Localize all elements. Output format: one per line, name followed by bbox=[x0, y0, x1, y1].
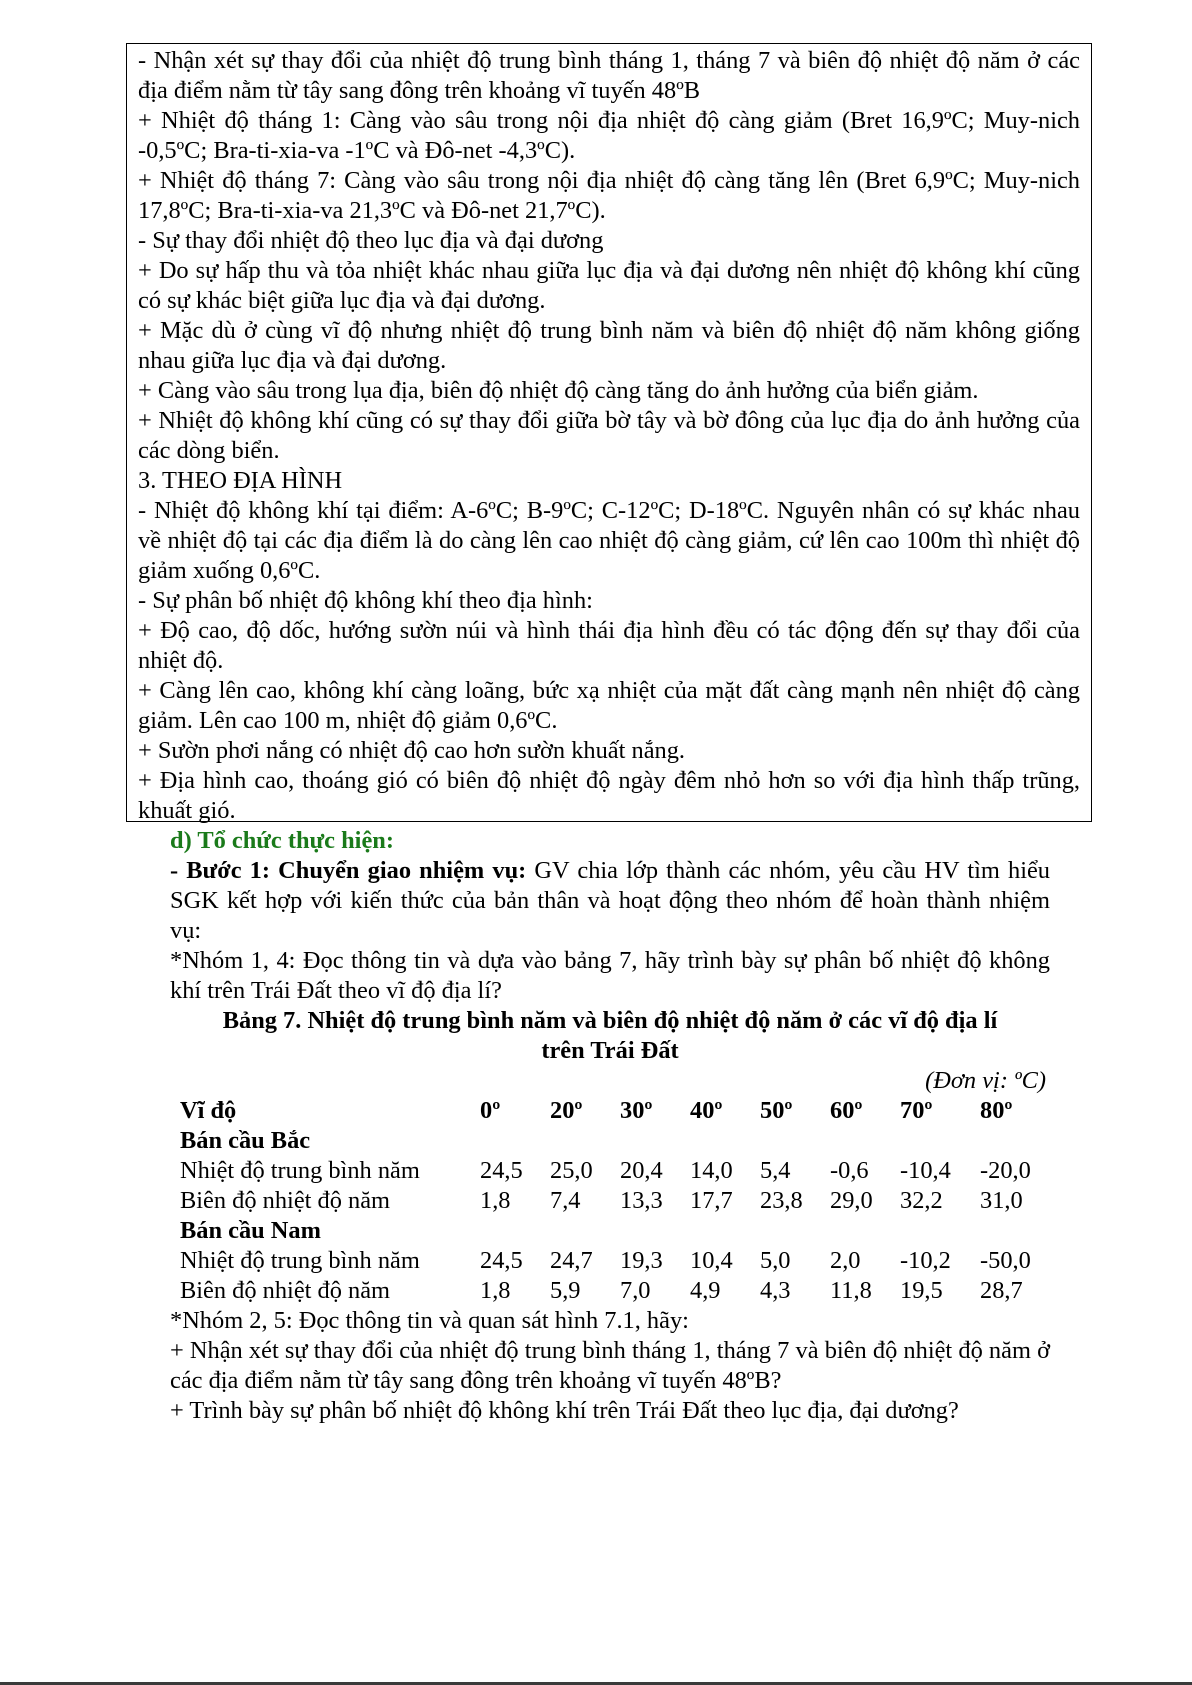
table-row bbox=[180, 1276, 1050, 1306]
value-cell: 4,3 bbox=[760, 1277, 791, 1304]
box-line: - Sự phân bố nhiệt độ không khí theo địa hình: bbox=[138, 587, 593, 614]
value-cell: 1,8 bbox=[480, 1187, 511, 1214]
value-cell: 23,8 bbox=[760, 1187, 803, 1214]
value-cell: 5,4 bbox=[760, 1157, 791, 1184]
north-title: Bán cầu Bắc bbox=[180, 1127, 311, 1154]
value-cell: -50,0 bbox=[980, 1247, 1031, 1274]
header-label: Vĩ độ bbox=[180, 1097, 237, 1124]
table-unit: (Đơn vị: ºC) bbox=[925, 1067, 1046, 1094]
value-cell: 10,4 bbox=[690, 1247, 733, 1274]
box-line: + Nhiệt độ tháng 7: Càng vào sâu trong nội địa nhiệt độ càng tăng lên (Bret 6,9ºC; Muy-nich 17,8ºC; Bra-ti-xia-va 21,3ºC và Đô-net 21,7ºC). bbox=[138, 167, 1080, 224]
south-title: Bán cầu Nam bbox=[180, 1217, 321, 1244]
lat-cell: 0º bbox=[480, 1097, 501, 1124]
lat-cell: 30º bbox=[620, 1097, 653, 1124]
value-cell: 5,9 bbox=[550, 1277, 581, 1304]
box-line: + Sườn phơi nắng có nhiệt độ cao hơn sườn khuất nắng. bbox=[138, 737, 686, 764]
box-line: - Nhiệt độ không khí tại điểm: A-6ºC; B-9ºC; C-12ºC; D-18ºC. Nguyên nhân có sự khác nhau về nhiệt độ tại các địa điểm là do càng lên cao nhiệt độ càng giảm, cứ lên cao 100m thì nhiệt độ giảm xuống 0,6ºC. bbox=[138, 497, 1080, 584]
group-2-5-task: *Nhóm 2, 5: Đọc thông tin và quan sát hình 7.1, hãy: bbox=[170, 1307, 689, 1334]
box-line: + Nhiệt độ không khí cũng có sự thay đổi giữa bờ tây và bờ đông của lục địa do ảnh hưởng của các dòng biển. bbox=[138, 407, 1080, 464]
lat-cell: 70º bbox=[900, 1097, 933, 1124]
value-cell: 4,9 bbox=[690, 1277, 721, 1304]
lat-cell: 40º bbox=[690, 1097, 723, 1124]
value-cell: 24,5 bbox=[480, 1157, 523, 1184]
table-caption-line1: Bảng 7. Nhiệt độ trung bình năm và biên độ nhiệt độ năm ở các vĩ độ địa lí bbox=[222, 1007, 998, 1034]
hemisphere-row bbox=[180, 1216, 1050, 1246]
box-line: + Nhiệt độ tháng 1: Càng vào sâu trong nội địa nhiệt độ càng giảm (Bret 16,9ºC; Muy-nich -0,5ºC; Bra-ti-xia-va -1ºC và Đô-net -4,3ºC). bbox=[138, 107, 1080, 164]
value-cell: -10,2 bbox=[900, 1247, 951, 1274]
value-cell: 31,0 bbox=[980, 1187, 1023, 1214]
value-cell: -10,4 bbox=[900, 1157, 951, 1184]
value-cell: 19,5 bbox=[900, 1277, 943, 1304]
lat-cell: 50º bbox=[760, 1097, 793, 1124]
table-row bbox=[180, 1156, 1050, 1186]
lat-cell: 20º bbox=[550, 1097, 583, 1124]
box-line: + Càng vào sâu trong lụa địa, biên độ nhiệt độ càng tăng do ảnh hưởng của biển giảm. bbox=[138, 377, 979, 404]
value-cell: 24,7 bbox=[550, 1247, 593, 1274]
latitude-temperature-table bbox=[180, 1096, 1050, 1306]
value-cell: 2,0 bbox=[830, 1247, 861, 1274]
answer-box bbox=[126, 43, 1092, 822]
lat-cell: 60º bbox=[830, 1097, 863, 1124]
group-1-4-task: *Nhóm 1, 4: Đọc thông tin và dựa vào bảng 7, hãy trình bày sự phân bố nhiệt độ không khí trên Trái Đất theo vĩ độ địa lí? bbox=[170, 947, 1050, 1004]
main-body bbox=[170, 826, 1050, 1426]
value-cell: 19,3 bbox=[620, 1247, 663, 1274]
value-cell: 7,0 bbox=[620, 1277, 651, 1304]
value-cell: 5,0 bbox=[760, 1247, 791, 1274]
lat-cell: 80º bbox=[980, 1097, 1013, 1124]
row-label: Nhiệt độ trung bình năm bbox=[180, 1247, 420, 1274]
row-label: Biên độ nhiệt độ năm bbox=[180, 1187, 390, 1214]
row-label: Nhiệt độ trung bình năm bbox=[180, 1157, 420, 1184]
row-label: Biên độ nhiệt độ năm bbox=[180, 1277, 390, 1304]
step1-text: GV chia lớp thành các nhóm, yêu cầu HV tìm hiểu SGK kết hợp với kiến thức của bản thân và hoạt động theo nhóm để hoàn thành nhiệm vụ: bbox=[170, 857, 1050, 944]
box-line: + Do sự hấp thu và tỏa nhiệt khác nhau giữa lục địa và đại dương nên nhiệt độ không khí cũng có sự khác biệt giữa lục địa và đại dương. bbox=[138, 257, 1080, 314]
table-caption-line2: trên Trái Đất bbox=[541, 1037, 679, 1064]
table-row bbox=[180, 1246, 1050, 1276]
value-cell: 17,7 bbox=[690, 1187, 733, 1214]
value-cell: 28,7 bbox=[980, 1277, 1023, 1304]
section-heading: d) Tổ chức thực hiện: bbox=[170, 827, 394, 854]
value-cell: 32,2 bbox=[900, 1187, 943, 1214]
box-line: - Sự thay đổi nhiệt độ theo lục địa và đại dương bbox=[138, 227, 604, 254]
value-cell: 29,0 bbox=[830, 1187, 873, 1214]
box-line: + Địa hình cao, thoáng gió có biên độ nhiệt độ ngày đêm nhỏ hơn so với địa hình thấp trũng, khuất gió. bbox=[138, 767, 1080, 824]
value-cell: 25,0 bbox=[550, 1157, 593, 1184]
task-line: + Trình bày sự phân bố nhiệt độ không khí trên Trái Đất theo lục địa, đại dương? bbox=[170, 1397, 959, 1424]
box-line: + Mặc dù ở cùng vĩ độ nhưng nhiệt độ trung bình năm và biên độ nhiệt độ năm không giống nhau giữa lục địa và đại dương. bbox=[138, 317, 1080, 374]
box-line: - Nhận xét sự thay đổi của nhiệt độ trung bình tháng 1, tháng 7 và biên độ nhiệt độ năm ở các địa điểm nằm từ tây sang đông trên khoảng vĩ tuyến 48ºB bbox=[138, 47, 1080, 104]
table-header-row bbox=[180, 1096, 1050, 1126]
hemisphere-row bbox=[180, 1126, 1050, 1156]
box-heading: 3. THEO ĐỊA HÌNH bbox=[138, 467, 343, 494]
value-cell: 20,4 bbox=[620, 1157, 663, 1184]
value-cell: 13,3 bbox=[620, 1187, 663, 1214]
table-row bbox=[180, 1186, 1050, 1216]
box-line: + Độ cao, độ dốc, hướng sườn núi và hình thái địa hình đều có tác động đến sự thay đổi của nhiệt độ. bbox=[138, 617, 1080, 674]
value-cell: 24,5 bbox=[480, 1247, 523, 1274]
value-cell: 7,4 bbox=[550, 1187, 581, 1214]
value-cell: 1,8 bbox=[480, 1277, 511, 1304]
value-cell: 11,8 bbox=[830, 1277, 872, 1304]
step1-label: - Bước 1: Chuyển giao nhiệm vụ: bbox=[170, 857, 527, 884]
step1-paragraph bbox=[170, 856, 1050, 946]
value-cell: 14,0 bbox=[690, 1157, 733, 1184]
value-cell: -20,0 bbox=[980, 1157, 1031, 1184]
task-line: + Nhận xét sự thay đổi của nhiệt độ trung bình tháng 1, tháng 7 và biên độ nhiệt độ năm ở các địa điểm nằm từ tây sang đông trên khoảng vĩ tuyến 48ºB? bbox=[170, 1337, 1050, 1394]
value-cell: -0,6 bbox=[830, 1157, 869, 1184]
box-line: + Càng lên cao, không khí càng loãng, bức xạ nhiệt của mặt đất càng mạnh nên nhiệt độ càng giảm. Lên cao 100 m, nhiệt độ giảm 0,6ºC. bbox=[138, 677, 1080, 734]
